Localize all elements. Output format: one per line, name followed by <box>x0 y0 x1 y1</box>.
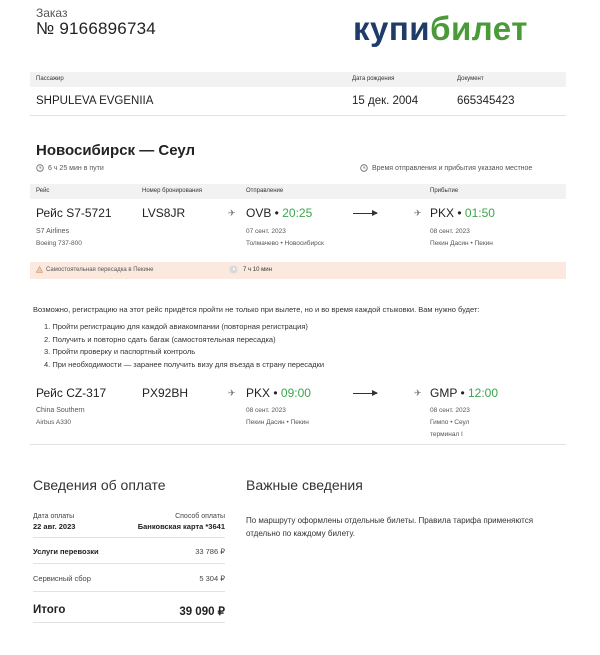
order-label: Заказ <box>36 6 68 20</box>
payment-date-value: 22 авг. 2023 <box>33 522 76 531</box>
flight2-dep-place: Пекин Дасин • Пекин <box>246 419 309 426</box>
route-title: Новосибирск — Сеул <box>36 142 196 159</box>
clock-icon <box>229 265 238 274</box>
flight1-departure: OVB • 20:25 <box>246 206 313 220</box>
divider <box>30 444 566 445</box>
divider <box>33 591 225 592</box>
flight1-arr-place: Пекин Дасин • Пекин <box>430 240 493 247</box>
route-arrow-icon <box>353 213 377 214</box>
total-label: Итого <box>33 604 66 616</box>
payment-method-label: Способ оплаты <box>175 513 225 520</box>
total-value: 39 090 ₽ <box>179 606 225 618</box>
kupibilet-logo: купибилет <box>353 10 528 47</box>
services-label: Услуги перевозки <box>33 547 99 556</box>
warning-icon <box>36 266 43 273</box>
registration-notice: Возможно, регистрацию на этот рейс придётся пройти не только при вылете, но и во время каждой стыковки. Вам нужно будет: <box>33 305 480 314</box>
payment-date-label: Дата оплаты <box>33 513 75 520</box>
passenger-header: Пассажир <box>36 76 64 82</box>
divider <box>30 115 566 116</box>
passenger-document: 665345423 <box>457 95 515 107</box>
birth-date-header: Дата рождения <box>352 76 395 82</box>
arrival-header: Прибытие <box>430 188 459 194</box>
info-clock-icon <box>360 164 368 172</box>
fee-value: 5 304 ₽ <box>199 574 225 583</box>
flight1-arrival: PKX • 01:50 <box>430 206 495 220</box>
route-arrow-icon <box>353 393 377 394</box>
flight1-aircraft: Boeing 737-800 <box>36 240 82 247</box>
local-time-note: Время отправления и прибытия указано местное <box>360 164 532 172</box>
flight1-dep-place: Толмачево • Новосибирск <box>246 240 324 247</box>
transfer-duration: 7 ч 10 мин <box>229 265 272 274</box>
passenger-birth-date: 15 дек. 2004 <box>352 95 419 107</box>
fee-label: Сервисный сбор <box>33 574 91 583</box>
landing-icon: ✈ <box>414 388 422 398</box>
flight1-dep-date: 07 сент. 2023 <box>246 228 286 235</box>
flight2-airline: China Southern <box>36 407 85 414</box>
document-header: Документ <box>457 76 484 82</box>
list-item: 1. Пройти регистрацию для каждой авиакомпании (повторная регистрация) <box>44 322 308 331</box>
flight1-arr-date: 08 сент. 2023 <box>430 228 470 235</box>
important-text: По маршруту оформлены отдельные билеты. Правила тарифа применяются отдельно по каждому билету. <box>246 516 534 538</box>
flight2-number: Рейс CZ-317 <box>36 386 107 400</box>
flight-table-header <box>30 184 566 199</box>
divider <box>33 537 225 538</box>
flight2-arr-place: Гимпо • Сеул <box>430 419 470 426</box>
order-number: № 9166896734 <box>36 19 156 38</box>
takeoff-icon: ✈ <box>228 388 236 398</box>
list-item: 2. Получить и повторно сдать багаж (самостоятельная пересадка) <box>44 334 276 344</box>
flight2-dep-date: 08 сент. 2023 <box>246 407 286 414</box>
departure-header: Отправление <box>246 188 284 194</box>
route-duration: 6 ч 25 мин в пути <box>36 164 104 172</box>
payment-title: Сведения об оплате <box>33 477 166 493</box>
list-item: 4. При необходимости — заранее получить визу для въезда в страну пересадки <box>44 359 325 369</box>
landing-icon: ✈ <box>414 208 422 218</box>
flight2-departure: PKX • 09:00 <box>246 386 311 400</box>
booking-header: Номер бронирования <box>142 188 202 194</box>
takeoff-icon: ✈ <box>228 208 236 218</box>
flight-header: Рейс <box>36 188 50 194</box>
flight1-airline: S7 Airlines <box>36 228 70 235</box>
divider <box>33 563 225 564</box>
divider <box>33 622 225 623</box>
transfer-label: Самостоятельная пересадка в Пекине <box>36 266 153 273</box>
flight2-booking: PX92BH <box>142 386 189 400</box>
passenger-table-header <box>30 72 566 87</box>
clock-icon <box>36 164 44 172</box>
passenger-name: SHPULEVA EVGENIIA <box>36 95 154 107</box>
flight2-arrival: GMP • 12:00 <box>430 386 499 400</box>
flight2-arr-terminal: терминал I <box>430 431 463 438</box>
flight1-number: Рейс S7-5721 <box>36 206 112 220</box>
payment-method-value: Банковская карта *3641 <box>137 522 225 531</box>
important-title: Важные сведения <box>246 477 363 493</box>
list-item: 3. Пройти проверку и паспортный контроль <box>44 347 196 356</box>
flight2-aircraft: Airbus A330 <box>36 419 72 426</box>
flight2-arr-date: 08 сент. 2023 <box>430 407 470 414</box>
services-value: 33 786 ₽ <box>195 547 225 556</box>
flight1-booking: LVS8JR <box>142 206 186 220</box>
registration-steps <box>44 321 324 371</box>
